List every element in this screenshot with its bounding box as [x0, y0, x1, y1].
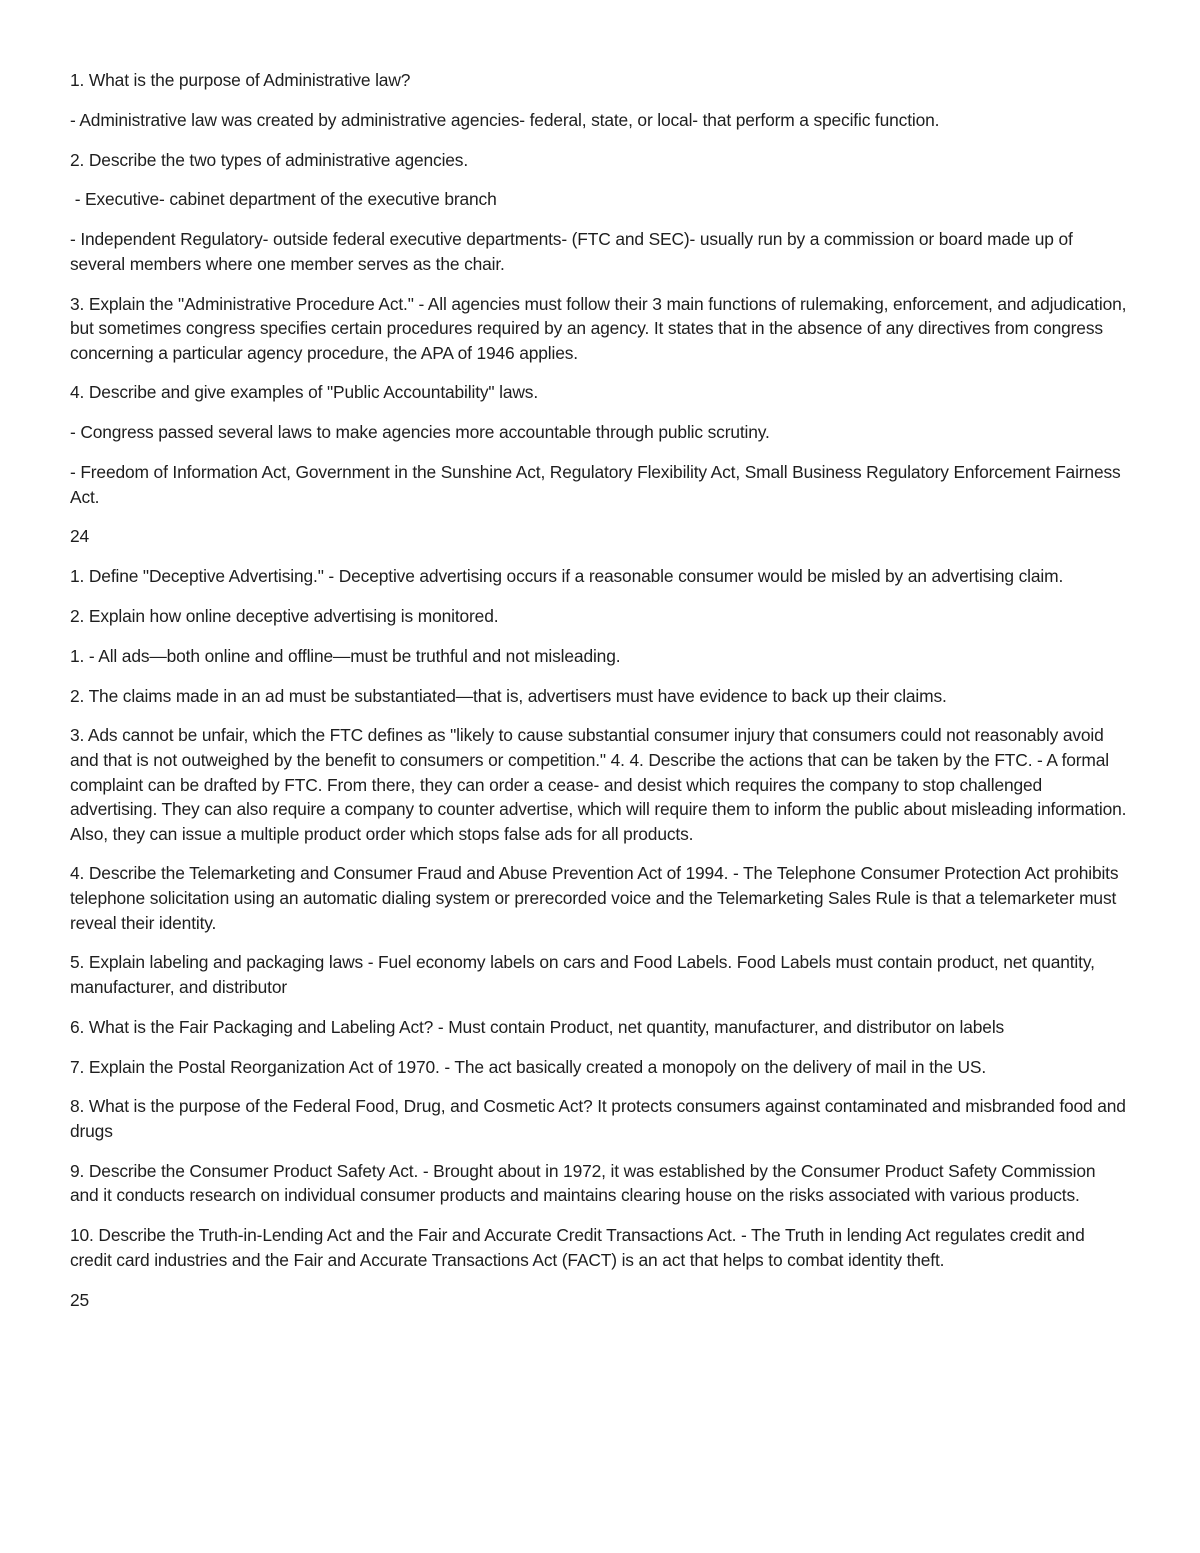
question-answer-paragraph: 10. Describe the Truth-in-Lending Act and the Fair and Accurate Credit Transactions Act. - The Truth in lending Act regulates credit and credit card industries and the Fair and Accurate Transactions Act (FACT) is an act that helps to combat identity theft.	[70, 1225, 1085, 1270]
question-answer-paragraph: 3. Ads cannot be unfair, which the FTC defines as "likely to cause substantial consumer injury that consumers could not reasonably avoid and that is not outweighed by the benefit to consumers or competition." 4. 4. Describe the actions that can be taken by the FTC. - A formal complaint can be drafted by FTC. From there, they can order a cease- and desist which requires the company to stop challenged advertising. They can also require a company to counter advertise, which will require them to inform the public about misleading information. Also, they can issue a multiple product order which stops false ads for all products.	[70, 725, 1127, 844]
question-answer-paragraph: 1. Define "Deceptive Advertising." - Deceptive advertising occurs if a reasonable consumer would be misled by an advertising claim.	[70, 566, 1064, 587]
answer-text: 2. The claims made in an ad must be substantiated—that is, advertisers must have evidence to back up their claims.	[70, 685, 947, 706]
question-answer-paragraph: 7. Explain the Postal Reorganization Act of 1970. - The act basically created a monopoly on the delivery of mail in the US.	[70, 1056, 987, 1077]
question-answer-paragraph: 5. Explain labeling and packaging laws - Fuel economy labels on cars and Food Labels. Food Labels must contain product, net quantity, manufacturer, and distributor	[70, 952, 1095, 998]
answer-text: - Independent Regulatory- outside federal executive departments- (FTC and SEC)- usually run by a commission or board made up of several members where one member serves as the chair.	[70, 229, 1073, 274]
question-heading: 4. Describe and give examples of "Public Accountability" laws.	[70, 382, 538, 403]
answer-text: - Congress passed several laws to make agencies more accountable through public scrutiny.	[70, 422, 770, 443]
page-number: 24	[70, 526, 90, 547]
question-answer-paragraph: 9. Describe the Consumer Product Safety Act. - Brought about in 1972, it was established by the Consumer Product Safety Commission and it conducts research on individual consumer products and maintains clearing house on the risks associated with various products.	[70, 1160, 1096, 1206]
question-answer-paragraph: 6. What is the Fair Packaging and Labeling Act? - Must contain Product, net quantity, manufacturer, and distributor on labels	[70, 1016, 1005, 1037]
question-heading: 1. What is the purpose of Administrative law?	[70, 70, 411, 90]
page-number: 25	[70, 1289, 90, 1310]
answer-text: - Executive- cabinet department of the executive branch	[70, 189, 497, 210]
answer-text: 1. - All ads—both online and offline—must be truthful and not misleading.	[70, 645, 621, 666]
question-heading: 2. Describe the two types of administrative agencies.	[70, 149, 469, 170]
answer-text: - Freedom of Information Act, Government in the Sunshine Act, Regulatory Flexibility Act, Small Business Regulatory Enforcement Fairness Act.	[70, 462, 1121, 507]
question-answer-paragraph: 8. What is the purpose of the Federal Food, Drug, and Cosmetic Act? It protects consumers against contaminated and misbranded food and drugs	[70, 1096, 1126, 1141]
question-heading: 2. Explain how online deceptive advertising is monitored.	[70, 605, 499, 626]
question-answer-paragraph: 3. Explain the "Administrative Procedure Act." - All agencies must follow their 3 main functions of rulemaking, enforcement, and adjudication, but sometimes congress specifies certain procedures required by an agency. It states that in the absence of any directives from congress concerning a particular agency procedure, the APA of 1946 applies.	[70, 293, 1127, 363]
answer-text: - Administrative law was created by administrative agencies- federal, state, or local- that perform a specific function.	[70, 109, 940, 130]
question-answer-paragraph: 4. Describe the Telemarketing and Consumer Fraud and Abuse Prevention Act of 1994. - The Telephone Consumer Protection Act prohibits telephone solicitation using an automatic dialing system or prerecorded voice and the Telemarketing Sales Rule is that a telemarketer must reveal their identity.	[70, 863, 1119, 933]
